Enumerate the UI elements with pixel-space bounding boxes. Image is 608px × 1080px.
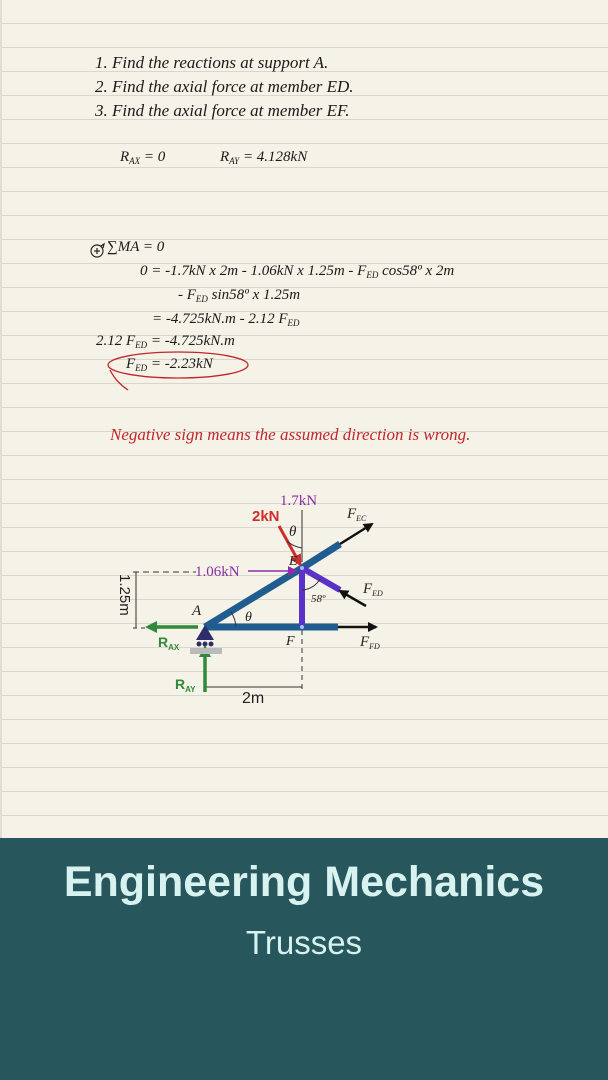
footer-subtitle: Trusses xyxy=(245,924,363,961)
moment-equation-line1: 0 = -1.7kN x 2m - 1.06kN x $1.25m - F_{ED}$ cos58º x 2m xyxy=(140,263,455,280)
label-2kn: 2kN xyxy=(252,508,280,525)
truss-diagram xyxy=(0,480,608,720)
label-node-f: F xyxy=(286,634,295,649)
label-node-a: A xyxy=(192,603,202,619)
result-circle-annotation xyxy=(104,348,252,398)
label-theta-a: θ xyxy=(245,610,252,625)
negative-sign-note: Negative sign means the assumed direction is wrong. xyxy=(110,425,471,444)
label-fec: $F_{EC}$ xyxy=(347,506,367,523)
reaction-ax: $R_{AX} = 0$ xyxy=(120,149,166,166)
footer-banner xyxy=(0,838,608,1080)
label-dim-w: 2m xyxy=(242,690,265,707)
label-theta-top: θ xyxy=(289,524,297,540)
force-fec-arrow xyxy=(340,524,372,544)
moment-equation-line3: = -4.725kN.m - 2.12 $F_{ED}$ xyxy=(152,311,300,328)
label-fed: $F_{ED}$ xyxy=(363,581,383,598)
label-106kn: 1.06kN xyxy=(195,564,240,580)
member-ec xyxy=(302,544,340,568)
moment-equation-result: $F_{ED} = -2.23kN$ xyxy=(126,356,213,373)
moment-equation-header: ∑MA = 0 xyxy=(107,239,165,255)
member-ed xyxy=(302,568,340,590)
label-17kn: 1.7kN xyxy=(280,493,318,509)
reaction-ay: $R_{AY} = 4.128kN$ xyxy=(220,149,308,166)
question-2: 2. Find the axial force at member ED. xyxy=(95,77,354,96)
label-rax: $R_{AX}$ xyxy=(158,634,180,652)
label-ray: $R_{AY}$ xyxy=(175,676,196,694)
label-ffd: $F_{FD}$ xyxy=(360,634,380,651)
label-dim-h: 1.25m xyxy=(116,574,133,616)
question-3: 3. Find the axial force at member EF. xyxy=(95,101,350,120)
ccw-moment-icon xyxy=(89,241,107,261)
moment-equation-line4: 2.12 $F_{ED} = -4.725kN.m$ xyxy=(96,333,235,350)
question-1: 1. Find the reactions at support A. xyxy=(95,53,329,72)
moment-equation-line2: - $F_{ED}$ sin58º x 1.25m xyxy=(178,287,301,304)
label-58: 58º xyxy=(311,593,326,605)
footer-title: Engineering Mechanics xyxy=(63,858,545,906)
label-node-e: E xyxy=(289,554,298,569)
